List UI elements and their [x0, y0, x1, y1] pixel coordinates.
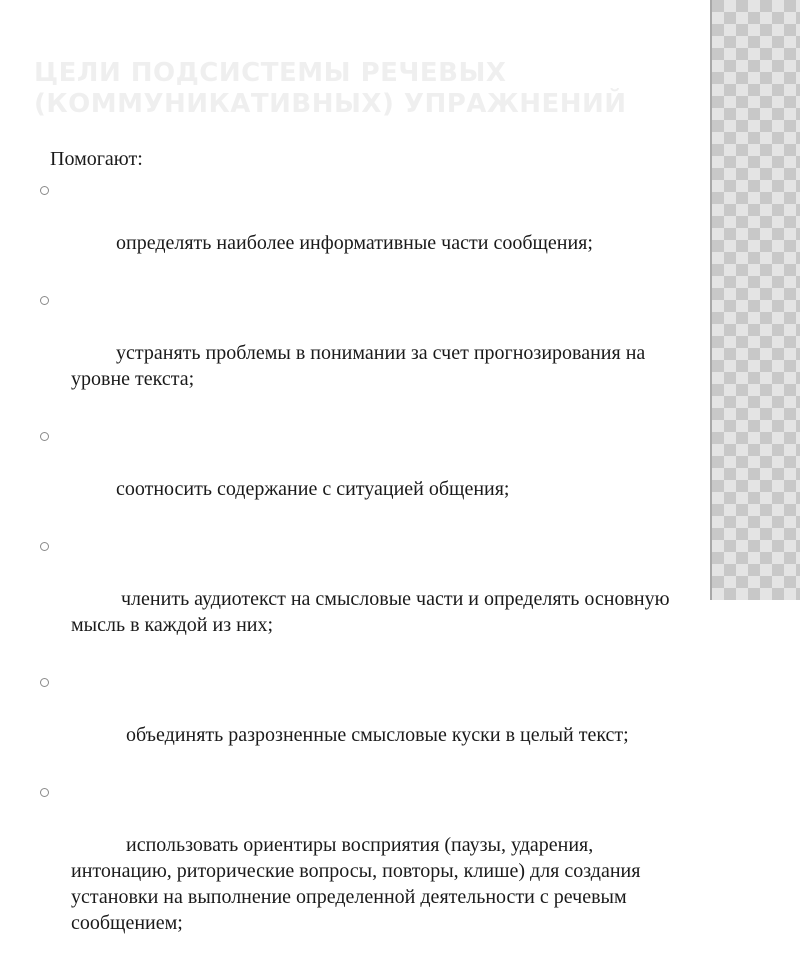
list-item	[40, 780, 690, 962]
bullet-list	[40, 178, 690, 962]
ring-bullet-icon	[40, 788, 49, 797]
list-item	[40, 534, 690, 664]
ring-bullet-icon	[40, 186, 49, 195]
list-item-text: устранять проблемы в понимании за счет прогнозирования на уровне текста;	[71, 342, 651, 390]
ring-bullet-icon	[40, 296, 49, 305]
list-item-text: использовать ориентиры восприятия (паузы, ударения, интонацию, риторические вопросы, повторы, клише) для создания установки на выполнение определенной деятельности с речевым сообщением;	[71, 834, 646, 934]
list-item	[40, 178, 690, 282]
list-item-text: членить аудиотекст на смысловые части и определять основную мысль в каждой из них;	[71, 588, 675, 636]
list-item	[40, 424, 690, 528]
intro-text: Помогают:	[50, 148, 143, 170]
ring-bullet-icon	[40, 432, 49, 441]
ring-bullet-icon	[40, 678, 49, 687]
list-item	[40, 288, 690, 418]
list-item-text: определять наиболее информативные части сообщения;	[111, 232, 593, 254]
list-item-text: соотносить содержание с ситуацией общения;	[111, 478, 510, 500]
side-decorative-pattern	[712, 0, 800, 600]
slide-title: ЦЕЛИ ПОДСИСТЕМЫ РЕЧЕВЫХ (КОММУНИКАТИВНЫХ) УПРАЖНЕНИЙ	[34, 58, 627, 119]
ring-bullet-icon	[40, 542, 49, 551]
slide-content	[40, 146, 690, 968]
list-item	[40, 670, 690, 774]
list-item-text: объединять разрозненные смысловые куски в целый текст;	[111, 724, 629, 746]
